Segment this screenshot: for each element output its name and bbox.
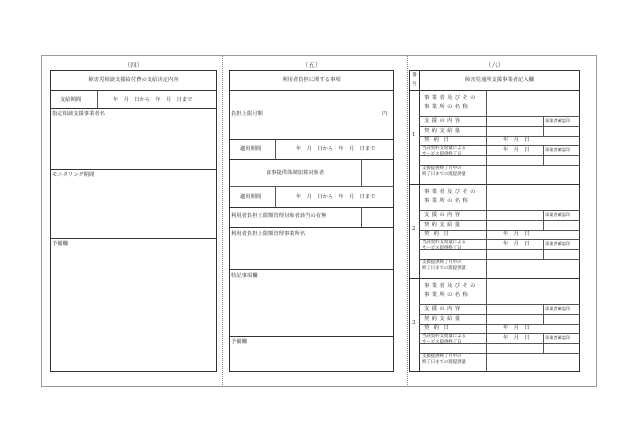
mgmt-target-label: 利用者負担上限額管理対象者該当の有無 (231, 213, 327, 219)
applicable-value[interactable]: 年 月 日から 年 月 日まで (296, 146, 376, 152)
limit-label: 負担上限月額 (231, 111, 263, 117)
divider (50, 90, 217, 91)
confirm-stamp-badge: 事業者確認印 (545, 118, 571, 123)
panel-number-6: （六） (484, 61, 505, 69)
block-separator (409, 184, 580, 185)
divider (229, 227, 394, 228)
limit-unit: 円 (382, 111, 388, 117)
number-header-2: 号 (412, 82, 417, 87)
divider (419, 314, 580, 315)
office-name-label: 事業所の名称 (424, 292, 471, 298)
contract-date-value[interactable]: 年 月 日 (503, 137, 530, 143)
meal-label: 食事提供体制加算対象者 (265, 170, 325, 176)
divider (419, 210, 580, 211)
divider (419, 126, 580, 127)
divider (229, 90, 394, 91)
divider (97, 90, 98, 108)
divider (229, 139, 394, 140)
panel-6-heading: 障害児通所支援事業者記入欄 (465, 77, 534, 83)
row-number: 1 (412, 132, 416, 138)
service-end-date-value[interactable]: 年 月 日 (503, 147, 530, 153)
office-name-label: 事業者及びその (424, 95, 478, 101)
divider (419, 220, 580, 221)
divider (361, 207, 362, 227)
period-label: 支給期間 (60, 97, 82, 103)
divider (275, 186, 276, 207)
contract-date-label: 契約日 (424, 231, 454, 237)
contract-date-label: 契約日 (424, 137, 454, 143)
meal-applicable-value[interactable]: 年 月 日から 年 月 日まで (296, 194, 376, 200)
provided-amount-label: 支援提供終了月中の 終了日までの既提供量 (422, 354, 466, 365)
contract-date-value[interactable]: 年 月 日 (503, 231, 530, 237)
applicable-label: 適用期間 (240, 146, 262, 152)
provided-amount-label: 支援提供終了月中の 終了日までの既提供量 (422, 260, 466, 271)
mgmt-office-label: 利用者負担上限額管理事業所名 (231, 231, 306, 237)
panel-number-4: （四） (123, 61, 144, 69)
divider (50, 238, 217, 239)
notes-label: 予備欄 (52, 241, 68, 247)
divider (50, 169, 217, 170)
period-value[interactable]: 年 月 日から 年 月 日まで (113, 97, 193, 103)
fold-line (222, 55, 223, 387)
office-name-label: 事業者及びその (424, 283, 478, 289)
row-number: 2 (412, 226, 416, 232)
divider (229, 207, 394, 208)
row-number: 3 (412, 320, 416, 326)
p5-notes-label: 予備欄 (231, 339, 247, 345)
confirm-stamp-badge: 事業者確認印 (545, 306, 571, 311)
contract-amount-label: 契約支給量 (424, 128, 463, 134)
provided-amount-label: 支援提供終了月中の 終了日までの既提供量 (422, 166, 466, 177)
divider (229, 186, 394, 187)
service-end-label: 当該契約支給量による サービス提供終了日 (422, 146, 466, 157)
office-name-label: 事業者及びその (424, 189, 478, 195)
divider (361, 159, 362, 186)
office-name-label: 事業所の名称 (424, 198, 471, 204)
divider (229, 159, 394, 160)
confirm-stamp-badge: 事業者確認印 (545, 212, 571, 217)
divider (419, 116, 580, 117)
meal-applicable-label: 適用期間 (240, 194, 262, 200)
confirm-stamp-badge: 事業者確認印 (545, 147, 571, 152)
contract-amount-label: 契約支給量 (424, 222, 463, 228)
special-label: 特記事項欄 (231, 273, 258, 279)
divider (486, 90, 487, 184)
monitoring-label: モニタリング期間 (52, 172, 95, 178)
office-name-label: 事業所の名称 (424, 104, 471, 110)
divider (229, 336, 394, 337)
divider (486, 184, 487, 278)
block-separator (409, 278, 580, 279)
service-end-label: 当該契約支給量による サービス提供終了日 (422, 240, 466, 251)
divider (275, 139, 276, 159)
panel-5-heading: 利用者負担に関する事項 (282, 77, 341, 83)
panel-number-5: （五） (301, 61, 322, 69)
number-header-1: 番 (412, 73, 417, 78)
panel-4-heading: 障害児相談支援給付費の支給決定内容 (88, 77, 179, 83)
divider (409, 90, 580, 91)
service-end-date-value[interactable]: 年 月 日 (503, 335, 530, 341)
office-label: 指定相談支援事業者名 (52, 111, 105, 117)
service-end-label: 当該契約支給量による サービス提供終了日 (422, 334, 466, 345)
support-content-label: 支援の内容 (424, 306, 463, 312)
contract-date-label: 契約日 (424, 325, 454, 331)
contract-date-value[interactable]: 年 月 日 (503, 325, 530, 331)
divider (229, 269, 394, 270)
confirm-stamp-badge: 事業者確認印 (545, 241, 571, 246)
divider (486, 278, 487, 372)
confirm-stamp-badge: 事業者確認印 (545, 335, 571, 340)
support-content-label: 支援の内容 (424, 212, 463, 218)
service-end-date-value[interactable]: 年 月 日 (503, 241, 530, 247)
support-content-label: 支援の内容 (424, 118, 463, 124)
divider (419, 304, 580, 305)
fold-line (407, 55, 408, 387)
contract-amount-label: 契約支給量 (424, 316, 463, 322)
divider (50, 108, 217, 109)
